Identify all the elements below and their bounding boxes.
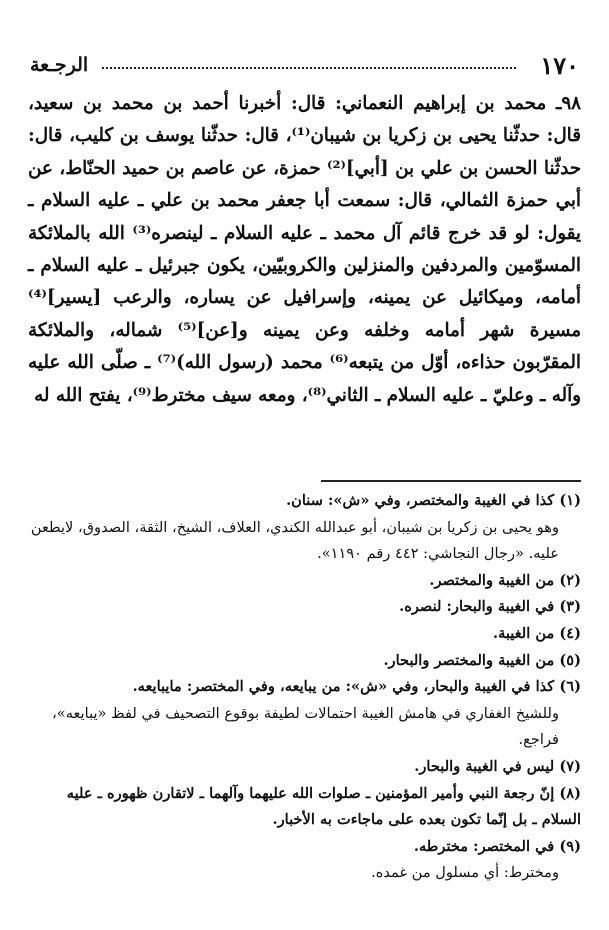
header-dotted-leader bbox=[102, 67, 516, 69]
footnotes bbox=[28, 488, 581, 887]
footnote-1-note: وهو يحيى بن زكريا بن شيبان، أبو عبدالله الكندي، العلاف، الشيخ، الثقة، الصدوق، لايطعن عليه. «رجال النجاشي: ٤٤٢ رقم ١١٩٠». bbox=[30, 518, 559, 563]
footnote-6-note: وللشيخ الغفاري في هامش الغيبة احتمالات لطيفة بوقوع التصحيف في لفظ «يبايعه»، فراجع. bbox=[52, 704, 559, 749]
footnote-6: (٦) كذا في الغيبة والبحار، وفي «ش»: من يبايعه، وفي المختصر: مايبايعه. bbox=[132, 678, 581, 696]
running-title: الرجـعة bbox=[30, 54, 89, 76]
footnote-5: (٥) من الغيبة والمختصر والبحار. bbox=[383, 651, 581, 669]
footnote-9: (٩) في المختصر: مخترطه. bbox=[413, 837, 581, 855]
footnote-3: (٣) في الغيبة والبحار: لنصره. bbox=[399, 598, 581, 616]
footnote-8: (٨) إنّ رجعة النبي وأمير المؤمنين ـ صلوات الله عليهما وآلهما ـ لاتقارن ظهوره ـ عليه السلام ـ بل إنّما تكون بعده على ماجاءت به الأخبار. bbox=[66, 784, 581, 829]
footnote-4: (٤) من الغيبة. bbox=[493, 624, 581, 642]
footnote-1: (١) كذا في الغيبة والمختصر، وفي «ش»: سنان. bbox=[286, 492, 581, 509]
footnote-7: (٧) ليس في الغيبة والبحار. bbox=[414, 757, 581, 775]
footnote-separator bbox=[321, 480, 581, 482]
hadith-paragraph: ٩٨ـ محمد بن إبراهيم النعماني: قال: أخبرنا أحمد بن محمد بن سعيد، قال: حدثّنا يحيى بن زكريا بن شيبان⁽¹⁾، قال: حدثّنا يوسف بن كليب، قال: حدثّنا الحسن بن علي بن [أبي]⁽²⁾ حمزة، عن عاصم بن حميد الحنّاط، عن أبي حمزة الثمالي، قال: سمعت أبا جعفر محمد بن علي ـ عليه السلام ـ يقول: لو قد خرج قائم آل محمد ـ عليه السلام ـ لينصره⁽³⁾ الله بالملائكة المسوّمين والمردفين والمنزلين والكروبيّين، يكون جبرئيل ـ عليه السلام ـ أمامه، وميكائيل عن يمينه، وإسرافيل عن يساره، والرعب [يسير]⁽⁴⁾ مسيرة شهر أمامه وخلفه وعن يمينه و[عن]⁽⁵⁾ شماله، والملائكة المقرّبون حذاءه، أوّل من يتبعه⁽⁶⁾ محمد (رسول الله)⁽⁷⁾ ـ صلّى الله عليه وآله ـ وعليّ ـ عليه السلام ـ الثاني⁽⁸⁾، ومعه سيف مخترط⁽⁹⁾، يفتح الله له bbox=[28, 93, 582, 406]
footnote-9-note: ومخترط: أي مسلول من غمده. bbox=[371, 864, 559, 882]
page-header bbox=[30, 48, 579, 82]
main-text bbox=[28, 88, 581, 412]
footnote-2: (٢) من الغيبة والمختصر. bbox=[429, 571, 581, 589]
page-number: ١٧٠ bbox=[540, 50, 579, 80]
